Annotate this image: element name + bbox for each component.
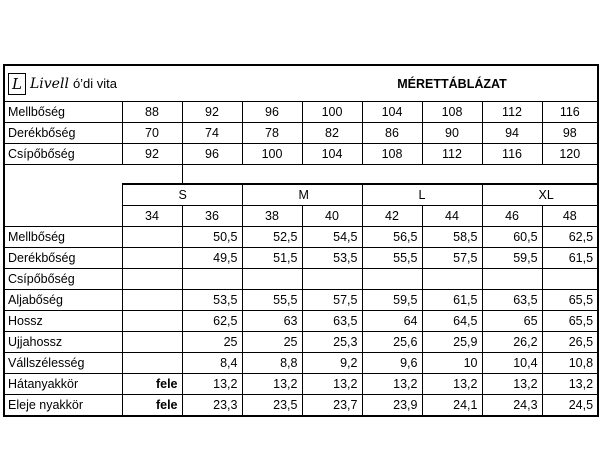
- size-value: 98: [542, 123, 598, 144]
- size-value: [302, 269, 362, 290]
- size-value: 25: [182, 332, 242, 353]
- size-value: 13,2: [482, 374, 542, 395]
- size-value: 62,5: [182, 311, 242, 332]
- size-value: 65,5: [542, 290, 598, 311]
- size-value: 63: [242, 311, 302, 332]
- numeric-size: 40: [302, 206, 362, 227]
- size-value: 54,5: [302, 227, 362, 248]
- size-value: 13,2: [362, 374, 422, 395]
- measure-label: Mellbőség: [4, 227, 122, 248]
- size-value: 112: [422, 144, 482, 165]
- size-value: 61,5: [542, 248, 598, 269]
- size-value: 104: [362, 102, 422, 123]
- size-value: 57,5: [302, 290, 362, 311]
- measure-label: Derékbőség: [4, 123, 122, 144]
- size-value: [542, 269, 598, 290]
- measure-note: [122, 248, 182, 269]
- size-value: 25: [242, 332, 302, 353]
- measure-label: Hátanyakkör: [4, 374, 122, 395]
- size-value: [242, 269, 302, 290]
- size-value: 120: [542, 144, 598, 165]
- size-value: 25,9: [422, 332, 482, 353]
- size-value: 52,5: [242, 227, 302, 248]
- size-value: 24,5: [542, 395, 598, 417]
- size-value: 53,5: [302, 248, 362, 269]
- body-size-row: [4, 123, 598, 144]
- size-value: 49,5: [182, 248, 242, 269]
- measure-label: Vállszélesség: [4, 353, 122, 374]
- brand-logo-mark-icon: L: [8, 73, 26, 95]
- size-value: 24,3: [482, 395, 542, 417]
- brand-logo: [8, 73, 117, 95]
- size-value: 13,2: [422, 374, 482, 395]
- body-size-row: [4, 144, 598, 165]
- size-value: 25,6: [362, 332, 422, 353]
- size-value: 13,2: [542, 374, 598, 395]
- measure-note: [122, 332, 182, 353]
- size-value: 65: [482, 311, 542, 332]
- size-value: 51,5: [242, 248, 302, 269]
- brand-suffix: ó’di vita: [72, 75, 118, 91]
- size-group-label: L: [362, 184, 482, 206]
- size-value: 100: [302, 102, 362, 123]
- size-value: 56,5: [362, 227, 422, 248]
- garment-size-row: [4, 290, 598, 311]
- size-value: 96: [242, 102, 302, 123]
- spacer-row: [4, 165, 598, 185]
- garment-size-row: [4, 332, 598, 353]
- size-value: 13,2: [242, 374, 302, 395]
- size-value: 26,2: [482, 332, 542, 353]
- numeric-size: 46: [482, 206, 542, 227]
- measure-label: Hossz: [4, 311, 122, 332]
- size-value: 58,5: [422, 227, 482, 248]
- measure-label: Aljabőség: [4, 290, 122, 311]
- garment-size-row: [4, 353, 598, 374]
- numeric-size: 36: [182, 206, 242, 227]
- size-value: 86: [362, 123, 422, 144]
- size-value: 90: [422, 123, 482, 144]
- size-value: 23,7: [302, 395, 362, 417]
- numeric-size: 44: [422, 206, 482, 227]
- numeric-size: 42: [362, 206, 422, 227]
- size-value: 108: [362, 144, 422, 165]
- size-value: 63,5: [302, 311, 362, 332]
- numeric-size: 48: [542, 206, 598, 227]
- size-value: 104: [302, 144, 362, 165]
- size-value: [482, 269, 542, 290]
- size-value: 10,8: [542, 353, 598, 374]
- garment-size-row: [4, 248, 598, 269]
- size-value: 92: [122, 144, 182, 165]
- measure-label: Csípőbőség: [4, 144, 122, 165]
- measure-note: fele: [122, 395, 182, 417]
- logo-cell: [4, 65, 242, 102]
- measure-note: [122, 290, 182, 311]
- garment-size-row: [4, 395, 598, 417]
- size-value: 9,6: [362, 353, 422, 374]
- measure-note: [122, 227, 182, 248]
- measure-note: [122, 353, 182, 374]
- size-value: 60,5: [482, 227, 542, 248]
- size-value: 100: [242, 144, 302, 165]
- size-value: 116: [542, 102, 598, 123]
- size-value: 10,4: [482, 353, 542, 374]
- measure-label: Mellbőség: [4, 102, 122, 123]
- size-value: 55,5: [242, 290, 302, 311]
- size-value: 55,5: [362, 248, 422, 269]
- size-value: 57,5: [422, 248, 482, 269]
- size-value: 61,5: [422, 290, 482, 311]
- size-value: 78: [242, 123, 302, 144]
- measure-label: Ujjahossz: [4, 332, 122, 353]
- size-value: 65,5: [542, 311, 598, 332]
- garment-size-row: [4, 311, 598, 332]
- size-value: 64,5: [422, 311, 482, 332]
- size-value: 26,5: [542, 332, 598, 353]
- size-value: 92: [182, 102, 242, 123]
- size-value: 116: [482, 144, 542, 165]
- size-value: 63,5: [482, 290, 542, 311]
- size-value: 82: [302, 123, 362, 144]
- numeric-size: 34: [122, 206, 182, 227]
- size-value: 23,3: [182, 395, 242, 417]
- size-chart-sheet: [3, 64, 597, 417]
- size-value: 23,5: [242, 395, 302, 417]
- header-row: [4, 65, 598, 102]
- size-value: 8,8: [242, 353, 302, 374]
- size-value: 64: [362, 311, 422, 332]
- size-value: 96: [182, 144, 242, 165]
- measure-note: fele: [122, 374, 182, 395]
- measure-label: Eleje nyakkör: [4, 395, 122, 417]
- garment-size-row: [4, 227, 598, 248]
- page-title: MÉRETTÁBLÁZAT: [362, 65, 542, 102]
- size-value: 50,5: [182, 227, 242, 248]
- size-value: [362, 269, 422, 290]
- size-chart-table: [3, 64, 599, 417]
- size-value: 53,5: [182, 290, 242, 311]
- brand-name: Livell: [30, 75, 69, 92]
- size-value: 88: [122, 102, 182, 123]
- size-value: 8,4: [182, 353, 242, 374]
- size-value: 59,5: [482, 248, 542, 269]
- size-value: [422, 269, 482, 290]
- body-size-row: [4, 102, 598, 123]
- numeric-size-row: [4, 206, 598, 227]
- measure-note: [122, 311, 182, 332]
- size-value: 9,2: [302, 353, 362, 374]
- measure-label: Derékbőség: [4, 248, 122, 269]
- size-value: 74: [182, 123, 242, 144]
- garment-size-row: [4, 374, 598, 395]
- size-value: 112: [482, 102, 542, 123]
- size-value: 94: [482, 123, 542, 144]
- measure-note: [122, 269, 182, 290]
- size-value: [182, 269, 242, 290]
- size-group-label: XL: [482, 184, 598, 206]
- size-group-label: M: [242, 184, 362, 206]
- size-value: 70: [122, 123, 182, 144]
- size-group-label: S: [122, 184, 242, 206]
- size-value: 23,9: [362, 395, 422, 417]
- size-group-row: [4, 184, 598, 206]
- measure-label: Csípőbőség: [4, 269, 122, 290]
- size-value: 10: [422, 353, 482, 374]
- size-value: 13,2: [182, 374, 242, 395]
- numeric-size: 38: [242, 206, 302, 227]
- size-value: 59,5: [362, 290, 422, 311]
- size-value: 24,1: [422, 395, 482, 417]
- size-value: 13,2: [302, 374, 362, 395]
- garment-size-row: [4, 269, 598, 290]
- size-value: 62,5: [542, 227, 598, 248]
- size-value: 108: [422, 102, 482, 123]
- size-value: 25,3: [302, 332, 362, 353]
